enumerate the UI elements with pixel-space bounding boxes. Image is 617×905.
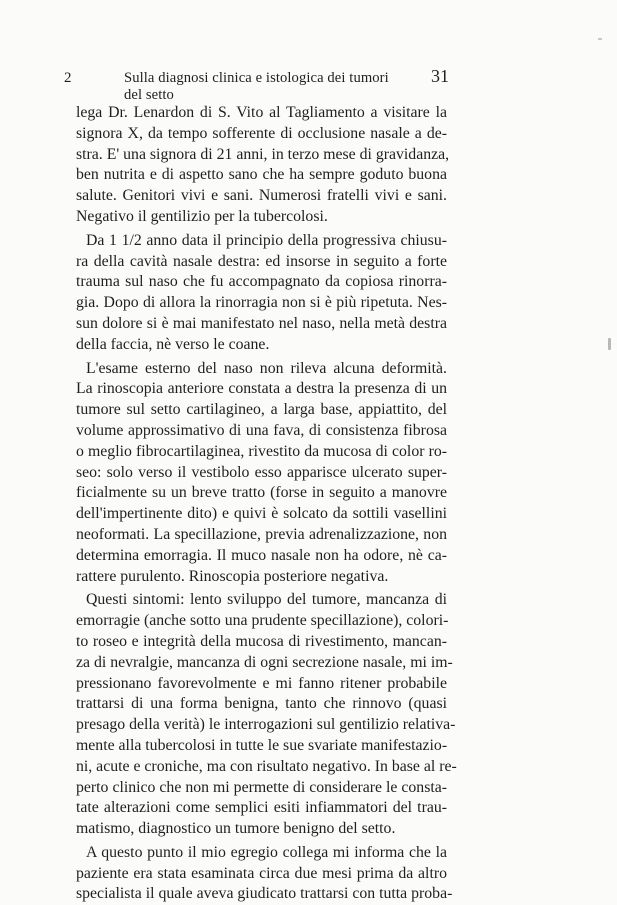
text-line: mente alla tubercolosi in tutte le sue svariate manifestazio- — [76, 736, 448, 754]
text-line: lega Dr. Lenardon di S. Vito al Tagliamento a visitare la — [76, 104, 447, 121]
text-line: matismo, diagnostico un tumore benigno del setto. — [76, 820, 396, 838]
text-line: stra. E' una signora di 21 anni, in terzo mese di gravidanza, — [76, 145, 450, 163]
text-line: seo: solo verso il vestibolo esso apparisce ulcerato super- — [76, 463, 447, 481]
text-line: ni, acute e croniche, ma con risultato negativo. In base al re- — [76, 757, 457, 775]
text-line: determina emorragia. Il muco nasale non ha odore, nè ca- — [76, 546, 447, 564]
text-line: tate alterazioni come semplici esiti infiammatori del trau- — [76, 799, 447, 817]
text-line: della faccia, nè verso le coane. — [76, 335, 270, 353]
text-line: dell'impertinente dito) e quivi è solcato da sottili vasellini — [76, 505, 447, 523]
paragraph — [76, 231, 447, 356]
text-line: L'esame esterno del naso non rileva alcuna deformità. — [86, 359, 447, 377]
text-line: sun dolore si è mai manifestato nel naso, nella metà destra — [76, 314, 447, 332]
running-title: Sulla diagnosi clinica e istologica dei tumori del setto — [124, 70, 389, 103]
folio-number: 31 — [431, 66, 449, 86]
paragraph — [76, 103, 450, 228]
text-line: specialista il quale aveva giudicato trattarsi con tutta proba- — [76, 885, 453, 903]
text-line: paziente era stata esaminata circa due mesi prima da altro — [76, 864, 447, 882]
text-line: volume approssimativo di una fava, di consistenza fibrosa — [76, 421, 447, 439]
text-line: Negativo il gentilizio per la tubercolosi. — [76, 207, 328, 225]
text-line: ficialmente su un breve tratto (forse in seguito a manovre — [76, 484, 447, 502]
page-number: 2 — [64, 70, 72, 86]
text-line: A questo punto il mio egregio collega mi informa che la — [86, 843, 447, 861]
text-line: La rinoscopia anteriore constata a destra la presenza di un — [76, 380, 447, 398]
text-line: neoformati. La specillazione, previa adrenalizzazione, non — [76, 525, 447, 543]
text-line: o meglio fibrocartilaginea, rivestito da mucosa di color ro- — [76, 442, 447, 460]
text-line: ben nutrita e di aspetto sano che ha sempre goduto buona — [76, 166, 447, 184]
text-line: to roseo e integrità della mucosa di rivestimento, mancan- — [76, 632, 447, 650]
text-line: trattarsi di una forma benigna, tanto che rinnovo (quasi — [76, 695, 447, 713]
running-header — [64, 66, 449, 103]
text-line: perto clinico che non mi permette di considerare le consta- — [76, 778, 447, 796]
text-line: signora X, da tempo sofferente di occlusione nasale a de- — [76, 124, 447, 142]
paragraph — [76, 843, 453, 905]
text-line: rattere purulento. Rinoscopia posteriore negativa. — [76, 567, 389, 585]
text-line: tumore sul setto cartilagineo, a larga base, appiattito, del — [76, 401, 447, 419]
text-line: trauma sul naso che fu accompagnato da copiosa rinorra- — [76, 273, 447, 291]
text-line: za di nevralgie, mancanza di ogni secrezione nasale, mi im- — [76, 653, 453, 671]
text-line: presago della verità) le interrogazioni sul gentilizio relativa- — [76, 716, 456, 734]
body-text — [76, 103, 457, 905]
text-line: pressionano favorevolmente e mi fanno ritener probabile — [76, 674, 447, 692]
scan-speck — [608, 338, 611, 350]
scan-speck — [598, 38, 602, 40]
paragraph — [76, 590, 457, 840]
text-line: Questi sintomi: lento sviluppo del tumore, mancanza di — [86, 591, 447, 609]
text-line: Da 1 1/2 anno data il principio della progressiva chiusu- — [86, 231, 447, 249]
text-line: emorragie (anche sotto una prudente specillazione), colori- — [76, 612, 449, 630]
text-line: ra della cavità nasale destra: ed insorse in seguito a forte — [76, 252, 447, 270]
text-line: gia. Dopo di allora la rinorragia non si è più ripetuta. Nes- — [76, 294, 447, 312]
text-line: salute. Genitori vivi e sani. Numerosi fratelli vivi e sani. — [76, 187, 447, 205]
paragraph — [76, 359, 447, 588]
